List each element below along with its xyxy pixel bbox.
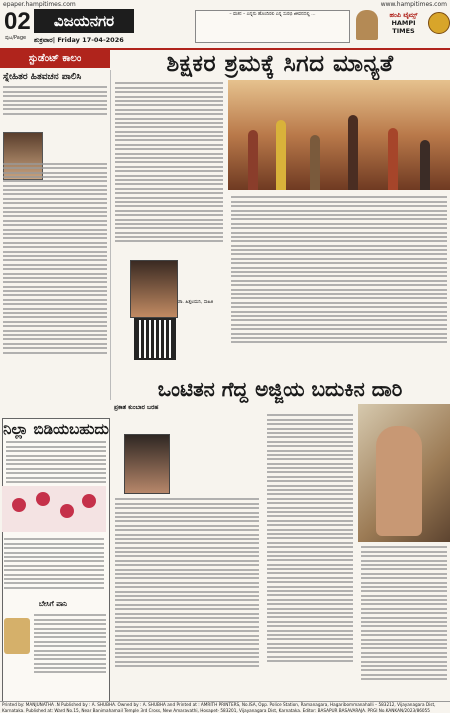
health-box-title: ನಿಲ್ಲಾ ಬಿಡಿಯಬಹುದು bbox=[3, 420, 109, 438]
author-caption: ಡಾ. ಹಿತ್ತಲಮನಿ, ಸಾಹಿತಿ bbox=[178, 300, 214, 305]
page-label: ಪುಟ/Page bbox=[5, 35, 27, 41]
author-photo bbox=[130, 260, 178, 318]
vachana-box: – ವಚನ – ಎನ್ನನು ಹೊಂದಿರಲಿ ಎನ್ನ ಸುರಭಿ ಜೀವನದಲ್ಲಿ ... bbox=[195, 10, 350, 43]
qr-code-icon[interactable] bbox=[134, 318, 176, 360]
imprint-footer: Printed by: MANJUNATHA .N Published by : A. SHUBHA. Owned by : A. SHUBHA and Printed at : AMRITH PRINTERS, No.ISA, Opp. Police Station, Ramanagara, Hagaribommanahalli – 583212, Vijayanagara Dist, Karnataka. Published at: Ward No.15, Near Banimahamail Temple 3rd Cross, New Amaravathi, Hosapet- 583201, Vijayanagara Dist, Karnataka. Editor: BASAPUR BASAVARAJA. PRGI No.KANKAN/2023/86055 bbox=[0, 701, 450, 713]
drink-image bbox=[4, 618, 30, 654]
masthead bbox=[0, 9, 450, 50]
second-byline: ಪ್ರಕಾಶ ಕುಂಬಾರ ಬರಹ bbox=[114, 404, 159, 411]
brand-name bbox=[381, 11, 426, 35]
column-body bbox=[0, 86, 110, 114]
drink-text bbox=[34, 612, 106, 676]
epaper-url-link[interactable]: epaper.hampitimes.com bbox=[3, 1, 76, 8]
health-box-body bbox=[4, 536, 104, 591]
article-column-2 bbox=[228, 194, 450, 374]
student-column[interactable] bbox=[0, 70, 111, 400]
writer-photo bbox=[124, 434, 170, 494]
classroom-photo bbox=[228, 80, 450, 190]
column-label: ಸ್ಟುಡೆಂಟ್ ಕಾಲಂ bbox=[0, 50, 110, 68]
page-number: 02 bbox=[4, 8, 31, 35]
brand-english: HAMPI TIMES bbox=[391, 19, 416, 35]
column-subhead: ಸ್ನೇಹಿತರ ಹಿತವಚನ ಪಾಲಿಸಿ bbox=[3, 72, 82, 82]
main-headline[interactable]: ಶಿಕ್ಷಕರ ಶ್ರಮಕ್ಕೆ ಸಿಗದ ಮಾನ್ಯತೆ bbox=[166, 51, 394, 77]
roses-illustration bbox=[2, 486, 106, 532]
top-strip bbox=[0, 0, 450, 9]
poet-portrait-image bbox=[356, 10, 378, 40]
emblem-logo bbox=[428, 12, 450, 34]
website-url-link[interactable]: www.hampitimes.com bbox=[380, 1, 447, 8]
brand-kannada: ಹಂಪಿ ಟೈಮ್ಸ್ bbox=[389, 11, 418, 19]
second-headline[interactable]: ಒಂಟಿತನ ಗೆದ್ದ ಅಜ್ಜಿಯ ಬದುಕಿನ ದಾರಿ bbox=[157, 377, 403, 401]
column-body-cont bbox=[0, 163, 110, 354]
article-lower-2 bbox=[264, 412, 356, 702]
summer-drink-caption: ಬೇಸಿಗೆ ಪಾನಿ bbox=[38, 600, 68, 608]
grandmother-photo bbox=[358, 404, 450, 542]
paper-name: ವಿಜಯನಗರ bbox=[34, 9, 134, 33]
article-lower-3 bbox=[358, 544, 450, 702]
issue-date: ಶುಕ್ರವಾರ| Friday 17-04-2026 bbox=[34, 36, 124, 44]
